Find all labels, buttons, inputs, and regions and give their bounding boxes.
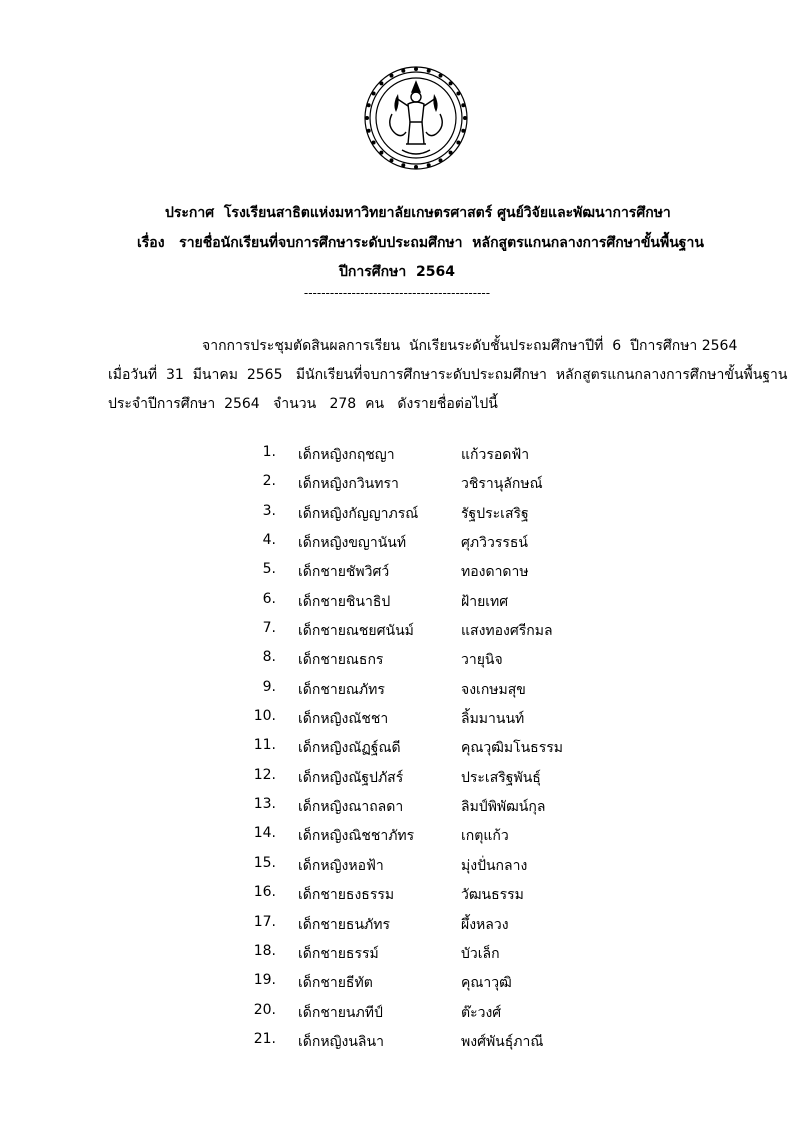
student-last-name: ต๊ะวงศ์ — [461, 1004, 502, 1021]
list-item — [0, 733, 794, 762]
list-item — [0, 440, 794, 469]
student-first-name: เด็กชายชินาธิป — [298, 593, 391, 610]
announcement-subject: เรื่อง รายชื่อนักเรียนที่จบการศึกษาระดับประถมศึกษา หลักสูตรแกนกลางการศึกษาขั้นพื้นฐาน — [137, 235, 704, 251]
title-divider: ------------------------------------------- — [303, 286, 491, 300]
student-first-name: เด็กหญิงณัฐปภัสร์ — [298, 769, 404, 786]
student-first-name: เด็กชายธีทัต — [298, 975, 373, 992]
student-number: 15. — [253, 854, 276, 871]
student-first-name: เด็กชายนภทีป์ — [298, 1004, 383, 1021]
list-item — [0, 763, 794, 792]
student-last-name: แสงทองศรีกมล — [461, 623, 553, 640]
list-item — [0, 587, 794, 616]
student-first-name: เด็กชายชัพวิศว์ — [298, 564, 390, 581]
student-last-name: คุณาวุฒิ — [461, 975, 512, 992]
student-last-name: วัฒนธรรม — [461, 887, 524, 904]
student-last-name: เกตุแก้ว — [461, 828, 509, 845]
student-number: 10. — [253, 708, 276, 725]
body-line-3: ประจำปีการศึกษา 2564 จำนวน 278 คน ดังรายชื่อต่อไปนี้ — [108, 396, 498, 412]
student-number: 1. — [262, 444, 276, 460]
student-first-name: เด็กหญิงณาถลดา — [298, 799, 404, 816]
student-first-name: เด็กหญิงณัชชา — [298, 711, 389, 728]
student-first-name: เด็กชายณธกร — [298, 652, 384, 669]
student-first-name: เด็กหญิงกฤชญา — [298, 447, 395, 463]
student-number: 5. — [262, 561, 276, 578]
student-first-name: เด็กชายธนภัทร — [298, 916, 391, 933]
list-item — [0, 880, 794, 909]
list-item — [0, 998, 794, 1027]
student-last-name: วชิรานุลักษณ์ — [461, 476, 543, 493]
academic-year: ปีการศึกษา 2564 — [339, 264, 455, 280]
list-item — [0, 968, 794, 997]
student-last-name: คุณวุฒิมโนธรรม — [461, 740, 563, 757]
student-first-name: เด็กหญิงณิชชาภัทร — [298, 828, 415, 845]
student-first-name: เด็กหญิงกวินทรา — [298, 476, 399, 493]
student-number: 6. — [262, 590, 276, 607]
student-first-name: เด็กหญิงณัฏฐ์ณดี — [298, 740, 401, 757]
student-last-name: บัวเล็ก — [461, 945, 500, 962]
student-number: 19. — [253, 972, 276, 989]
announcement-title: ประกาศ โรงเรียนสาธิตแห่งมหาวิทยาลัยเกษตรศาสตร์ ศูนย์วิจัยและพัฒนาการศึกษา — [165, 205, 671, 221]
student-first-name: เด็กชายธงธรรม — [298, 887, 395, 904]
student-number: 17. — [253, 913, 276, 930]
student-last-name: รัฐประเสริฐ — [461, 505, 529, 522]
body-line-1: จากการประชุมตัดสินผลการเรียน นักเรียนระดับชั้นประถมศึกษาปีที่ 6 ปีการศึกษา 2564 — [202, 338, 738, 354]
student-last-name: ฝ้ายเทศ — [461, 593, 509, 610]
student-number: 2. — [262, 473, 276, 490]
student-number: 13. — [253, 796, 276, 813]
student-number: 4. — [262, 532, 276, 549]
list-item — [0, 499, 794, 528]
student-first-name: เด็กหญิงกัญญาภรณ์ — [298, 505, 419, 522]
student-first-name: เด็กชายณภัทร — [298, 681, 385, 698]
student-last-name: ผึ้งหลวง — [461, 916, 509, 933]
student-first-name: เด็กหญิงขญานันท์ — [298, 535, 407, 552]
student-first-name: เด็กชายธรรม์ — [298, 945, 379, 962]
student-number: 8. — [262, 649, 276, 666]
student-number: 21. — [253, 1030, 276, 1047]
list-item — [0, 704, 794, 733]
list-item — [0, 851, 794, 880]
student-last-name: พงศ์พันธุ์ภาณี — [461, 1033, 544, 1050]
student-number: 3. — [262, 502, 276, 519]
student-list — [0, 440, 794, 1056]
student-last-name: ทองดาดาษ — [461, 564, 529, 581]
school-emblem-seal — [362, 64, 470, 172]
student-number: 7. — [262, 620, 276, 637]
list-item — [0, 616, 794, 645]
student-number: 18. — [253, 942, 276, 959]
list-item — [0, 939, 794, 968]
student-number: 14. — [253, 825, 276, 842]
student-last-name: ลิมป์พิพัฒน์กุล — [461, 799, 546, 816]
student-last-name: ประเสริฐพันธุ์ — [461, 769, 541, 786]
list-item — [0, 1027, 794, 1056]
student-number: 12. — [253, 766, 276, 783]
list-item — [0, 675, 794, 704]
student-last-name: วายุนิจ — [461, 652, 503, 669]
list-item — [0, 821, 794, 850]
body-line-2: เมื่อวันที่ 31 มีนาคม 2565 มีนักเรียนที่จบการศึกษาระดับประถมศึกษา หลักสูตรแกนกลางการศึกษาขั้นพื้นฐาน — [108, 367, 788, 383]
list-item — [0, 528, 794, 557]
student-first-name: เด็กหญิงหอฟ้า — [298, 857, 384, 874]
list-item — [0, 910, 794, 939]
student-first-name: เด็กชายณชยศนันม์ — [298, 623, 414, 640]
list-item — [0, 557, 794, 586]
student-number: 11. — [253, 737, 276, 754]
list-item — [0, 645, 794, 674]
student-last-name: มุ่งปั่นกลาง — [461, 857, 528, 874]
student-last-name: แก้วรอดฟ้า — [461, 447, 530, 463]
student-last-name: จงเกษมสุข — [461, 681, 526, 698]
student-first-name: เด็กหญิงนลินา — [298, 1033, 384, 1050]
student-number: 20. — [253, 1001, 276, 1018]
student-number: 16. — [253, 884, 276, 901]
student-number: 9. — [262, 678, 276, 695]
list-item — [0, 469, 794, 498]
student-last-name: ศุภวิวรรธน์ — [461, 535, 528, 552]
student-last-name: ลิ้มมานนท์ — [461, 711, 525, 728]
list-item — [0, 792, 794, 821]
